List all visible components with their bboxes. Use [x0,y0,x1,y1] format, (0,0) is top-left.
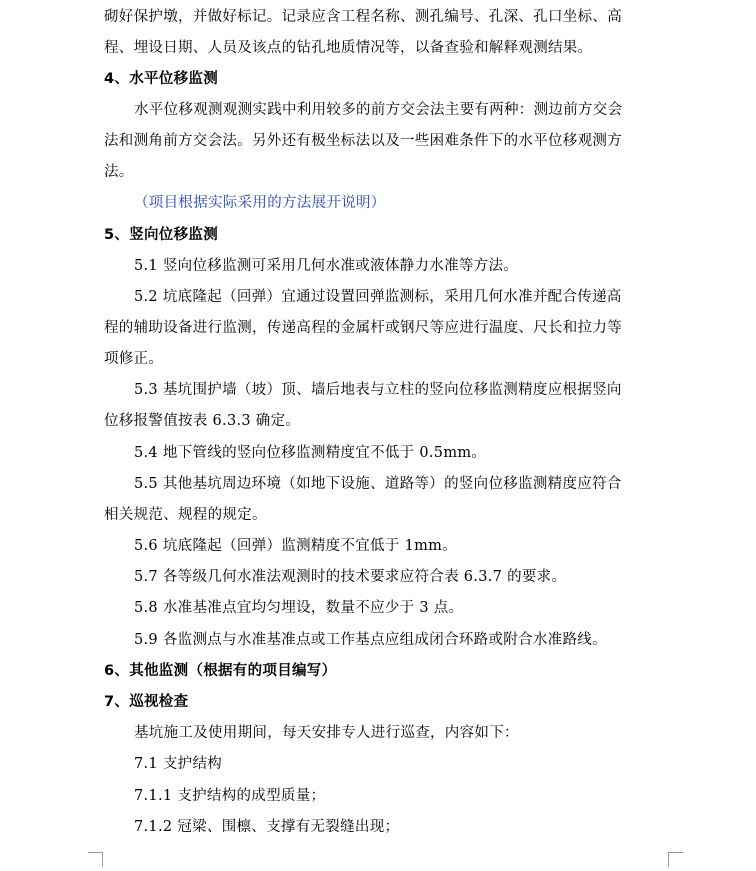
clause-5-7: 5.7 各等级几何水准法观测时的技术要求应符合表 6.3.7 的要求。 [134,569,567,585]
paragraph-line: 程的辅助设备进行监测，传递高程的金属杆或钢尺等应进行温度、尺长和拉力等 [104,320,622,336]
section-heading-4: 4、水平位移监测 [104,71,218,87]
paragraph-line: 相关规范、规程的规定。 [104,507,267,523]
paragraph-line: 水平位移观测观测实践中利用较多的前方交会法主要有两种：测边前方交会 [134,102,623,118]
paragraph-line: 法和测角前方交会法。另外还有极坐标法以及一些困难条件下的水平位移观测方 [104,133,622,149]
paragraph-line: 位移报警值按表 6.3.3 确定。 [104,413,301,429]
clause-5-8: 5.8 水准基准点宜均匀埋设，数量不应少于 3 点。 [134,600,464,616]
clause-5-5: 5.5 其他基坑周边环境（如地下设施、道路等）的竖向位移监测精度应符合 [134,476,622,492]
paragraph-line: 砌好保护墩，并做好标记。记录应含工程名称、测孔编号、孔深、孔口坐标、高 [104,9,622,25]
clause-7-1: 7.1 支护结构 [134,756,223,772]
page-corner-mark-right [668,852,683,867]
clause-5-3: 5.3 基坑围护墙（坡）顶、墙后地表与立柱的竖向位移监测精度应根据竖向 [134,382,622,398]
page-corner-mark-left [88,852,103,867]
clause-5-4: 5.4 地下管线的竖向位移监测精度宜不低于 0.5mm。 [134,445,487,461]
clause-5-6: 5.6 坑底隆起（回弹）监测精度不宜低于 1mm。 [134,538,458,554]
clause-5-9: 5.9 各监测点与水准基准点或工作基点应组成闭合环路或附合水准路线。 [134,632,607,648]
clause-5-2: 5.2 坑底隆起（回弹）宜通过设置回弹监测标，采用几何水准并配合传递高 [134,289,622,305]
paragraph-line: 程、埋设日期、人员及该点的钻孔地质情况等，以备查验和解释观测结果。 [104,40,593,56]
paragraph-line: 项修正。 [104,351,164,367]
clause-7-1-2: 7.1.2 冠梁、围檩、支撑有无裂缝出现； [134,819,400,835]
project-note: （项目根据实际采用的方法展开说明） [134,195,386,211]
section-heading-7: 7、巡视检查 [104,694,189,710]
clause-5-1: 5.1 竖向位移监测可采用几何水准或液体静力水准等方法。 [134,258,519,274]
section-heading-6: 6、其他监测（根据有的项目编写） [104,663,337,679]
section-heading-5: 5、竖向位移监测 [104,227,218,243]
clause-7-1-1: 7.1.1 支护结构的成型质量； [134,788,326,804]
paragraph-line: 法。 [104,164,134,180]
paragraph-line: 基坑施工及使用期间，每天安排专人进行巡查，内容如下： [134,725,519,741]
